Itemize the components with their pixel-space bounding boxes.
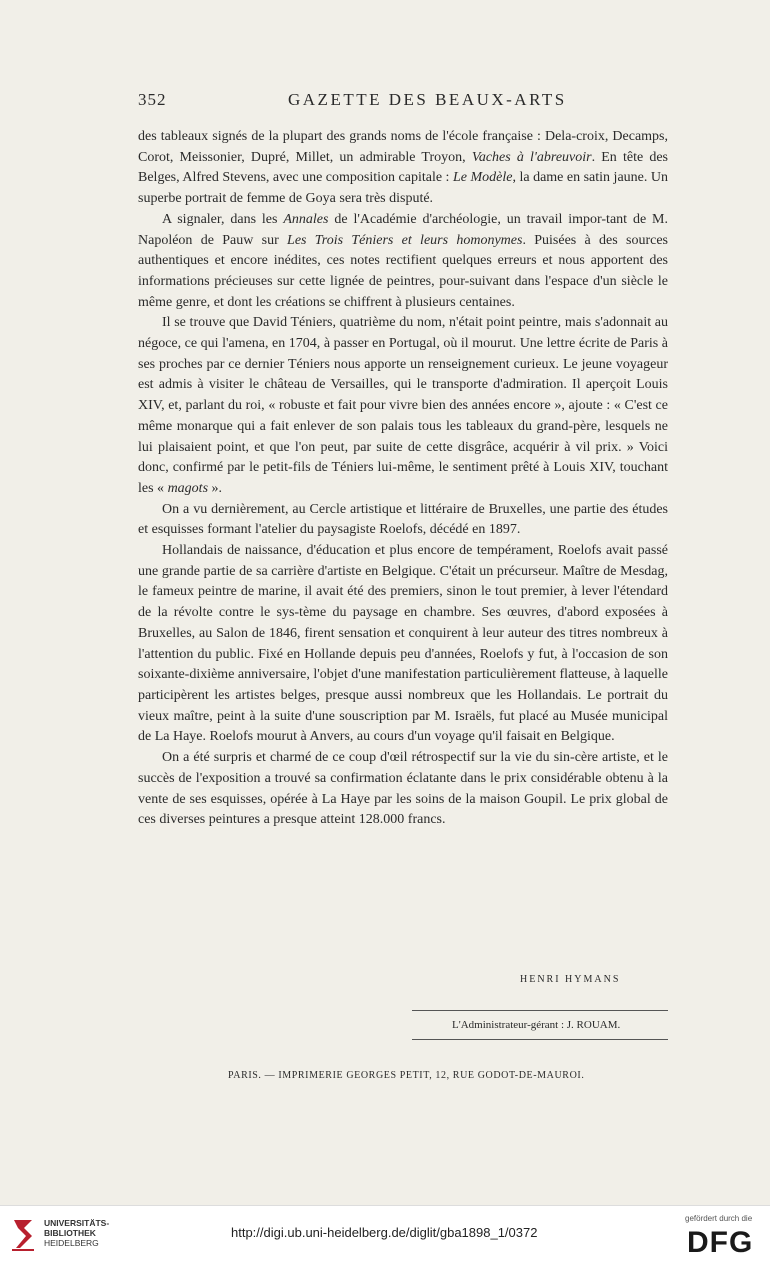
page-number: 352 <box>138 90 167 109</box>
dfg-logo: DFG <box>687 1226 754 1259</box>
divider-rule-bottom <box>412 1039 668 1040</box>
paragraph-1: des tableaux signés de la plupart des grands noms de l'école française : Dela-croix, Decamps, Corot, Meissonier, Dupré, Millet, un admirable Troyon, Vaches à l'abreuvoir. En tête des Belges, Alfred Stevens, avec une composition capitale : Le Modèle, la dame en satin jaune. Un superbe portrait de femme de Goya sera très disputé. <box>138 129 668 207</box>
paragraph-3: Il se trouve que David Téniers, quatrième du nom, n'était point peintre, mais s'adonnait au négoce, ce qui l'amena, en 1704, à passer en Portugal, où il mourut. Une lettre écrite de Paris à ses proches par ce dernier Téniers nous apporte un renseignement curieux. Le jeune voyageur est admis à visiter le château de Versailles, qui le transporte d'admiration. Il aperçoit Louis XIV, et, parlant du roi, « robuste et fait pour vivre bien des années encore », ajoute : « C'est ce même monarque qui a fait enlever de son palais tous les tableaux du grand-père, lesquels ne lui plaisaient point, et que l'on peut, par suite de cette disgrâce, acquérir à vil prix. » Voici donc, confirmé par le petit-fils de Téniers lui-même, le sentiment prêté à Louis XIV, touchant les « magots ». <box>138 315 668 496</box>
digital-object-link[interactable]: http://digi.ub.uni-heidelberg.de/diglit/gba1898_1/0372 <box>231 1225 538 1240</box>
heidelberg-library-logo-icon <box>8 1216 38 1252</box>
paragraph-5: Hollandais de naissance, d'éducation et plus encore de tempérament, Roelofs avait passé une grande partie de sa carrière d'artiste en Belgique. C'était un précurseur. Maître de Mesdag, le fameux peintre de marine, il avait été des premiers, sinon le tout premier, à lever l'étendard de la révolte contre le sys-tème du paysage en chambre. Ses œuvres, d'abord exposées à Bruxelles, au Salon de 1846, firent sensation et conquirent à leur auteur des titres nombreux à l'attention du public. Fixé en Hollande depuis peu d'années, Roelofs y fut, à l'occasion de son soixante-dixième anniversaire, l'objet d'une manifestation particulièrement flatteuse, à laquelle participèrent les artistes belges, presque aussi nombreux que les Hollandais. Le portrait du vieux maître, peint à la suite d'une souscription par M. Israëls, fut placé au Musée municipal de La Haye. Roelofs mourut à Anvers, au cours d'un voyage qu'il faisait en Belgique. <box>138 543 668 745</box>
funded-by-label: gefördert durch die <box>685 1214 753 1223</box>
article-body <box>138 127 668 831</box>
page-header <box>138 90 668 114</box>
paragraph-4: On a vu dernièrement, au Cercle artistique et littéraire de Bruxelles, une partie des études et esquisses formant l'atelier du paysagiste Roelofs, décédé en 1897. <box>138 501 668 538</box>
library-name: UNIVERSITÄTS- BIBLIOTHEK HEIDELBERG <box>44 1218 110 1248</box>
running-title: GAZETTE DES BEAUX-ARTS <box>288 90 567 109</box>
paragraph-2: A signaler, dans les Annales de l'Académie d'archéologie, un travail impor-tant de M. Napoléon de Pauw sur Les Trois Téniers et leurs homonymes. Puisées à des sources authentiques et encore inédites, ces notes rectifient quelques erreurs et nous apportent des informations précieuses sur cette lignée de peintres, pour-suivant dans l'espace d'un siècle le même genre, et dont les créations se chiffrent à plusieurs centaines. <box>138 211 668 310</box>
divider-rule-top <box>412 1010 668 1011</box>
printer-imprint: PARIS. — IMPRIMERIE GEORGES PETIT, 12, RUE GODOT-DE-MAUROI. <box>228 1070 585 1081</box>
author-signature: HENRI HYMANS <box>520 974 621 985</box>
paragraph-6: On a été surpris et charmé de ce coup d'œil rétrospectif sur la vie du sin-cère artiste, et le succès de l'exposition a trouvé sa confirmation éclatante dans le prix considérable obtenu à la vente de ses esquisses, opérée à La Haye par les soins de la maison Goupil. Le prix global de ces diverses peintures a presque atteint 128.000 francs. <box>138 750 668 828</box>
administrator-line: L'Administrateur-gérant : J. ROUAM. <box>452 1019 621 1031</box>
digitization-footer <box>0 1205 770 1264</box>
